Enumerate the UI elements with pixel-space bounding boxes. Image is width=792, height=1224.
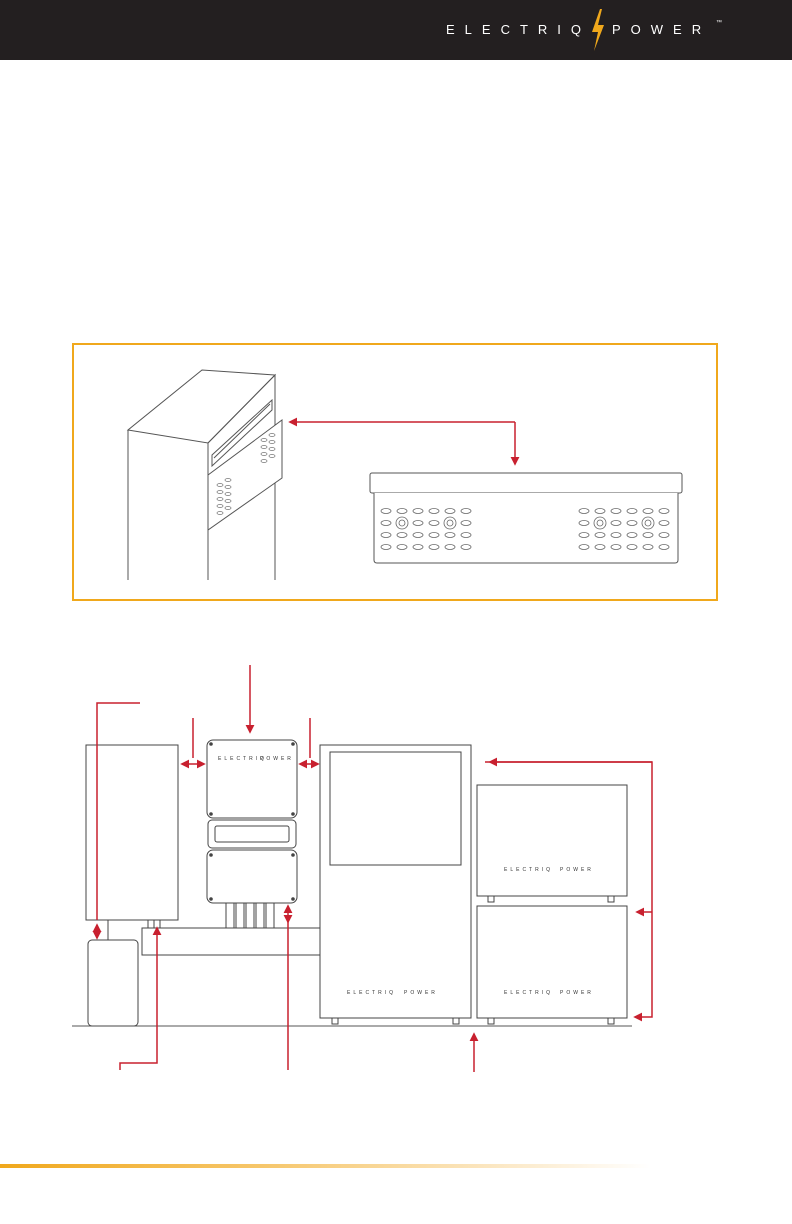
module-upper-logo-left: ELECTRIQ	[504, 867, 554, 873]
inverter-logo-left: ELECTRIQ	[218, 756, 268, 762]
inverter-unit	[207, 740, 297, 928]
brand-wordmark-left: ELECTRIQ	[446, 22, 592, 37]
module-lower-logo-left: ELECTRIQ	[504, 990, 554, 996]
cabinet-perspective-drawing	[128, 370, 282, 580]
trademark-symbol: ™	[716, 20, 722, 26]
module-lower-logo-right: POWER	[560, 990, 594, 996]
battery-cabinet-logo-right: POWER	[404, 990, 438, 996]
left-enclosure	[86, 745, 178, 1026]
battery-module-upper	[477, 785, 627, 902]
module-upper-logo-right: POWER	[560, 867, 594, 873]
battery-cabinet-logo-left: ELECTRIQ	[347, 990, 397, 996]
inverter-logo-right: POWER	[260, 756, 294, 762]
battery-cabinet	[320, 745, 471, 1024]
brand-wordmark-right: POWER	[612, 22, 712, 37]
footer-accent-line	[0, 1164, 650, 1168]
conduit-trough	[142, 928, 320, 955]
battery-module-lower	[477, 906, 627, 1024]
